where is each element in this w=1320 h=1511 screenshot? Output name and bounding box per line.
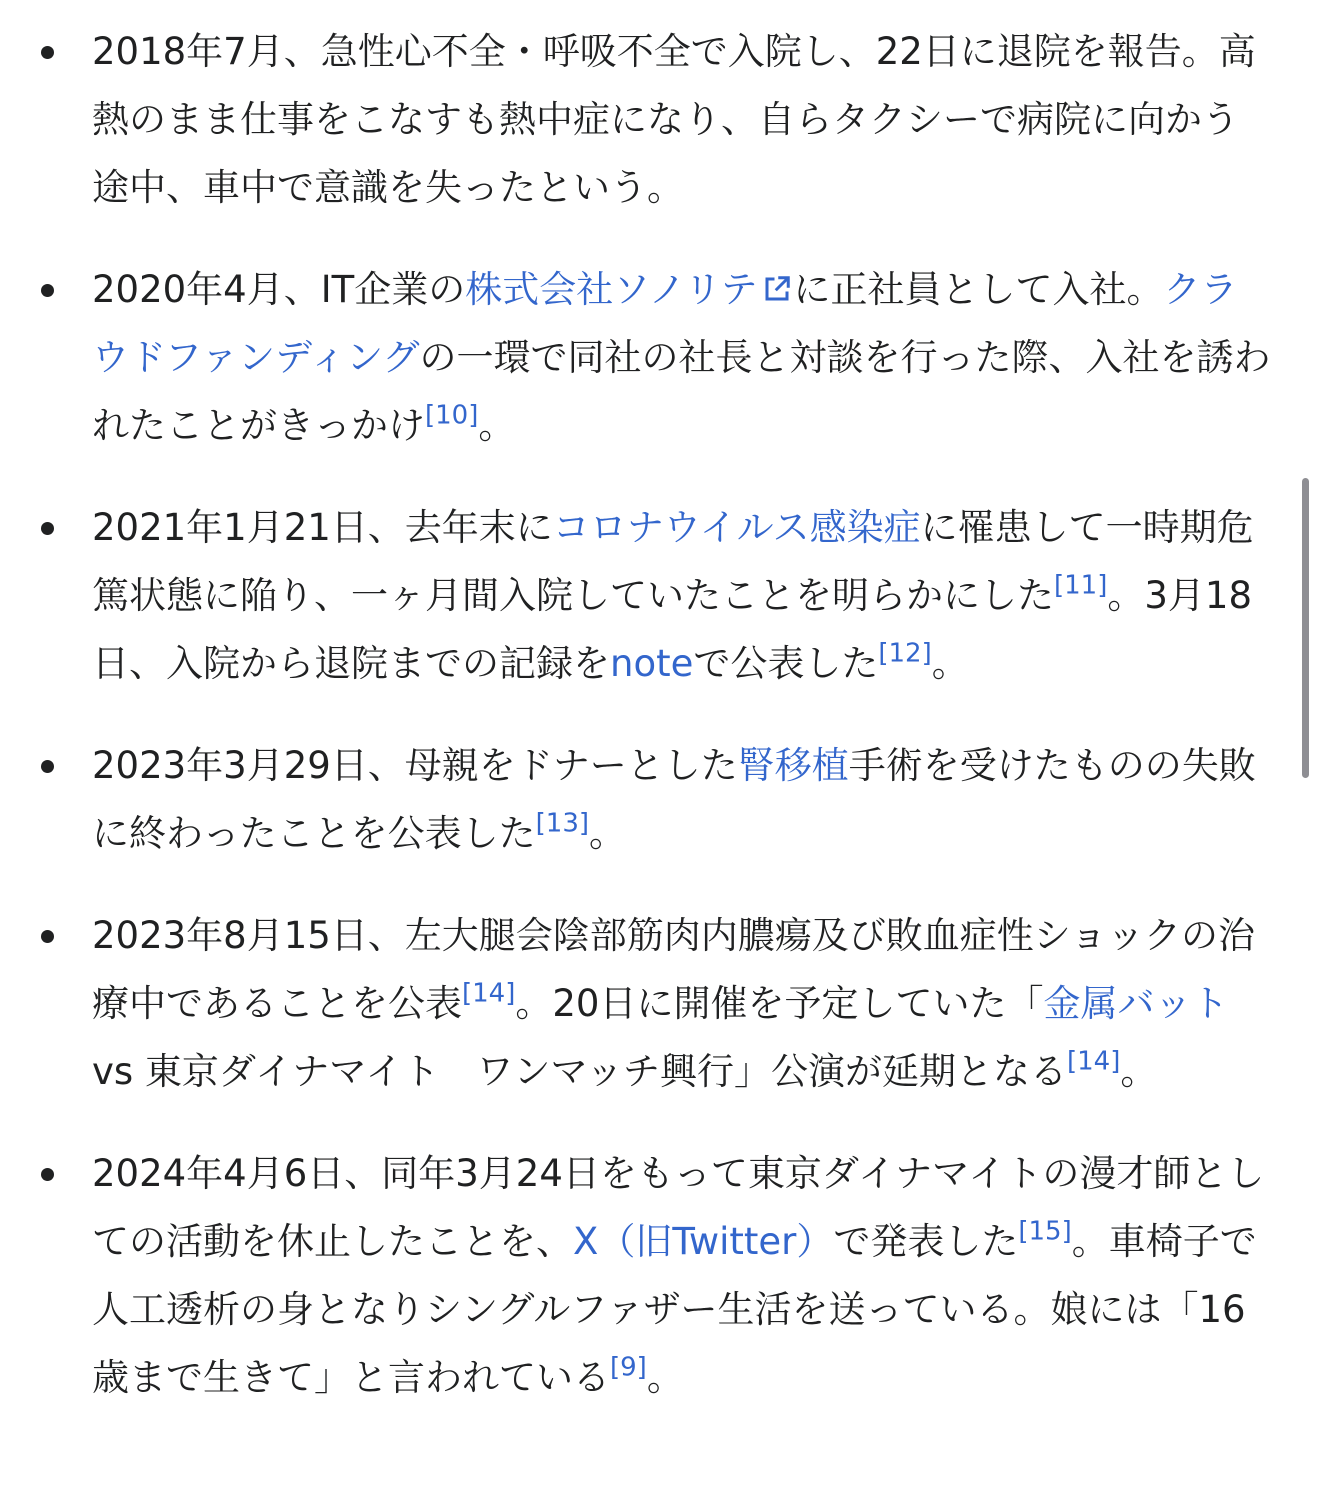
link-label: 株式会社ソノリテ bbox=[465, 268, 758, 311]
external-link-icon bbox=[762, 274, 792, 304]
reference-link[interactable]: [15] bbox=[1018, 1216, 1072, 1247]
entry-text: 。 bbox=[1120, 1050, 1158, 1093]
entry-text: 。車椅子で人工透析の身となりシングルファザー生活を送っている。娘には「16歳まで生きて」と言われている bbox=[92, 1220, 1257, 1399]
entry-text: で公表した bbox=[693, 642, 879, 685]
scrollbar[interactable] bbox=[1302, 478, 1309, 778]
bullet-icon bbox=[41, 46, 54, 59]
link-label: コロナウイルス感染症 bbox=[552, 506, 921, 549]
reference-link[interactable]: [13] bbox=[535, 808, 590, 839]
entry-text: で発表した bbox=[833, 1220, 1019, 1263]
entry-text: に正社員として入社。 bbox=[793, 268, 1164, 311]
wiki-link[interactable] bbox=[573, 1220, 833, 1263]
reference-link[interactable]: [14] bbox=[462, 978, 516, 1009]
list-item bbox=[0, 732, 1272, 868]
reference-link[interactable]: [10] bbox=[425, 400, 479, 431]
entry-text: vs 東京ダイナマイト ワンマッチ興行」公演が延期となる bbox=[92, 1050, 1067, 1093]
link-label: X（旧Twitter） bbox=[573, 1220, 834, 1263]
timeline-list bbox=[0, 18, 1320, 1412]
list-item bbox=[0, 494, 1272, 698]
list-item bbox=[0, 902, 1272, 1106]
bullet-icon bbox=[41, 760, 54, 773]
entry-text: 手術を受けたものの失敗に終わったことを公表した bbox=[92, 744, 1256, 855]
entry-text: の一環で同社の社長と対談を行った際、入社を誘われたことがきっかけ bbox=[92, 336, 1271, 447]
entry-text: に罹患して一時期危篤状態に陥り、一ヶ月間入院していたことを明らかにした bbox=[92, 506, 1254, 617]
entry-text: 2023年3月29日、母親をドナーとした bbox=[92, 744, 738, 787]
bullet-icon bbox=[41, 1168, 54, 1181]
wiki-link[interactable] bbox=[553, 506, 921, 549]
entry-text: 。 bbox=[478, 404, 516, 447]
list-item bbox=[0, 1140, 1272, 1412]
entry-text: 。3月18日、入院から退院までの記録を bbox=[92, 574, 1252, 685]
entry-text: 2021年1月21日、去年末に bbox=[92, 506, 553, 549]
link-label: 腎移植 bbox=[737, 744, 849, 787]
list-item bbox=[0, 18, 1272, 222]
entry-text: 2024年4月6日、同年3月24日をもって東京ダイナマイトの漫才師としての活動を休止したことを、 bbox=[92, 1152, 1265, 1263]
bullet-icon bbox=[41, 522, 54, 535]
entry-text: 。 bbox=[646, 1356, 684, 1399]
wiki-link[interactable] bbox=[738, 744, 849, 787]
list-item bbox=[0, 256, 1272, 460]
link-label: 金属バット bbox=[1043, 982, 1229, 1025]
reference-link[interactable]: [9] bbox=[610, 1352, 647, 1383]
link-label: note bbox=[610, 642, 694, 685]
entry-text: 2023年8月15日、左大腿会陰部筋肉内膿瘍及び敗血症性ショックの治療中であることを公表 bbox=[92, 914, 1256, 1025]
external-link[interactable] bbox=[465, 268, 793, 311]
link-label: クラウドファンディング bbox=[92, 268, 1238, 379]
reference-link[interactable]: [11] bbox=[1054, 570, 1108, 601]
entry-text: 2020年4月、IT企業の bbox=[92, 268, 466, 311]
entry-text: 。20日に開催を予定していた「 bbox=[515, 982, 1044, 1025]
bullet-icon bbox=[41, 930, 54, 943]
wiki-link[interactable] bbox=[610, 642, 693, 685]
entry-text: 。 bbox=[589, 812, 627, 855]
bullet-icon bbox=[41, 284, 54, 297]
reference-link[interactable]: [14] bbox=[1066, 1046, 1121, 1077]
wiki-link[interactable] bbox=[1043, 982, 1228, 1025]
entry-text: 2018年7月、急性心不全・呼吸不全で入院し、22日に退院を報告。高熱のまま仕事をこなすも熱中症になり、自らタクシーで病院に向かう途中、車中で意識を失ったという。 bbox=[92, 30, 1256, 209]
entry-text: 。 bbox=[931, 642, 969, 685]
reference-link[interactable]: [12] bbox=[878, 638, 932, 669]
